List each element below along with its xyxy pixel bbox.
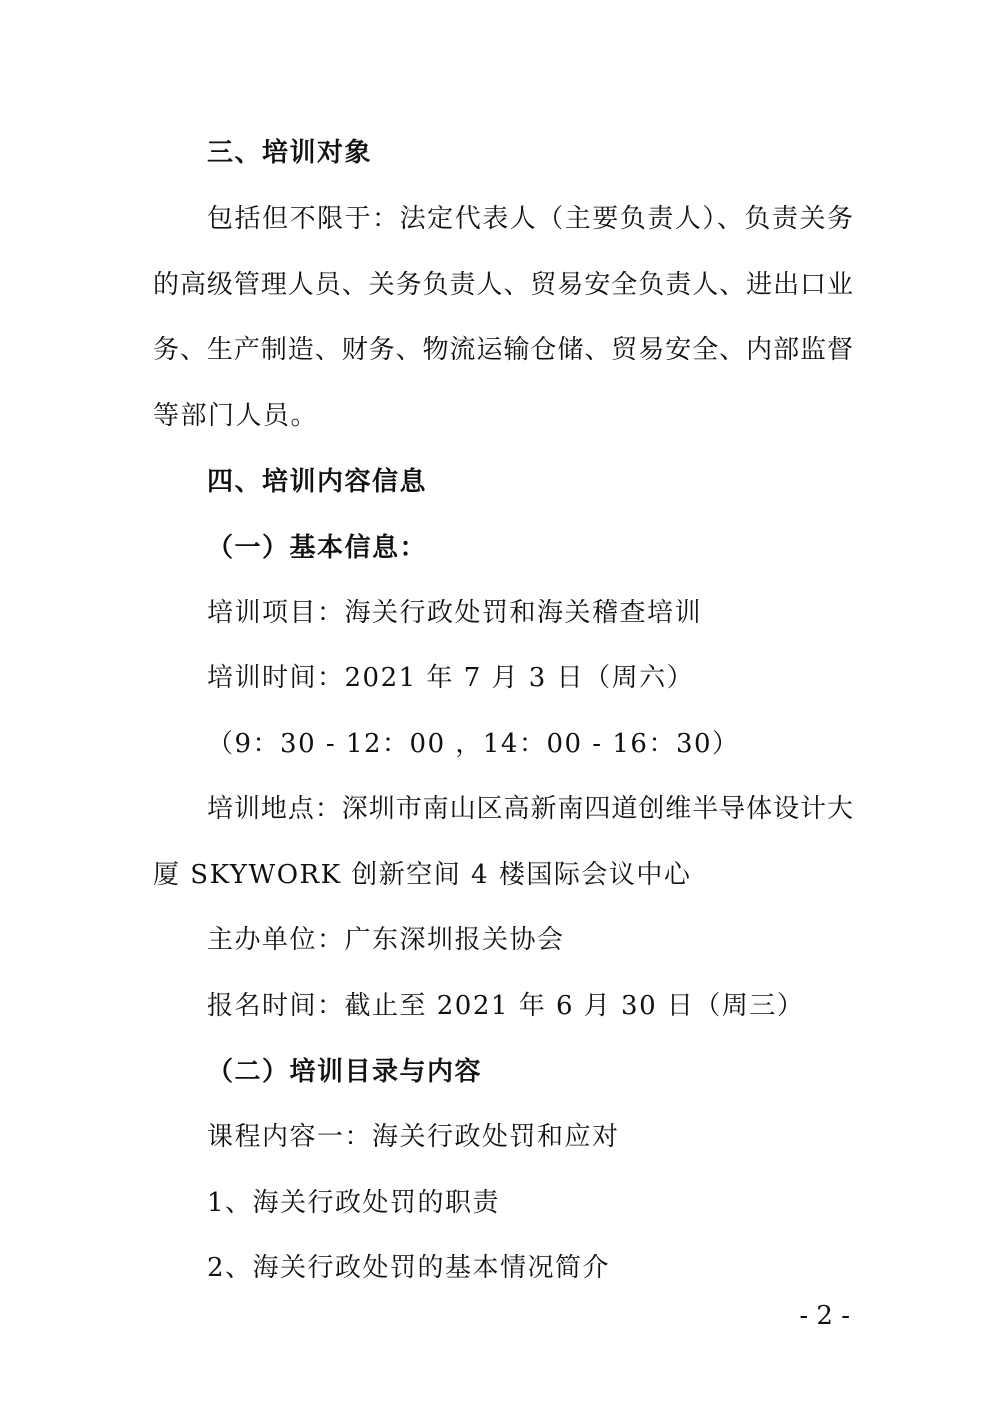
catalog-heading: （二）培训目录与内容: [207, 1057, 483, 1087]
section-3-paragraph-line-2: 的高级管理人员、关务负责人、贸易安全负责人、进出口业: [153, 270, 853, 300]
course-1-title: 课程内容一：海关行政处罚和应对: [207, 1122, 620, 1152]
course-1-item-2: 2、海关行政处罚的基本情况简介: [207, 1253, 611, 1283]
training-location-line-1: 培训地点：深圳市南山区高新南四道创维半导体设计大: [207, 794, 853, 824]
section-4-heading: 四、培训内容信息: [207, 467, 428, 497]
registration-deadline: 报名时间：截止至 2021 年 6 月 30 日（周三）: [207, 991, 805, 1021]
training-time: 培训时间：2021 年 7 月 3 日（周六）: [207, 663, 695, 693]
basic-info-heading: （一）基本信息：: [207, 533, 428, 563]
section-3-paragraph-line-3: 务、生产制造、财务、物流运输仓储、贸易安全、内部监督: [153, 335, 853, 365]
training-location-line-2: 厦 SKYWORK 创新空间 4 楼国际会议中心: [153, 860, 692, 890]
section-3-heading: 三、培训对象: [207, 138, 373, 168]
training-project: 培训项目：海关行政处罚和海关稽查培训: [207, 598, 703, 628]
organizer: 主办单位：广东深圳报关协会: [207, 925, 565, 955]
course-1-item-1: 1、海关行政处罚的职责: [207, 1188, 501, 1218]
page-number: - 2 -: [799, 1301, 850, 1331]
section-3-paragraph-line-4: 等部门人员。: [153, 401, 319, 431]
training-time-slots: （9：30 - 12：00 ，14：00 - 16：30）: [207, 729, 740, 759]
section-3-paragraph-line-1: 包括但不限于：法定代表人（主要负责人）、负责关务: [207, 204, 853, 234]
